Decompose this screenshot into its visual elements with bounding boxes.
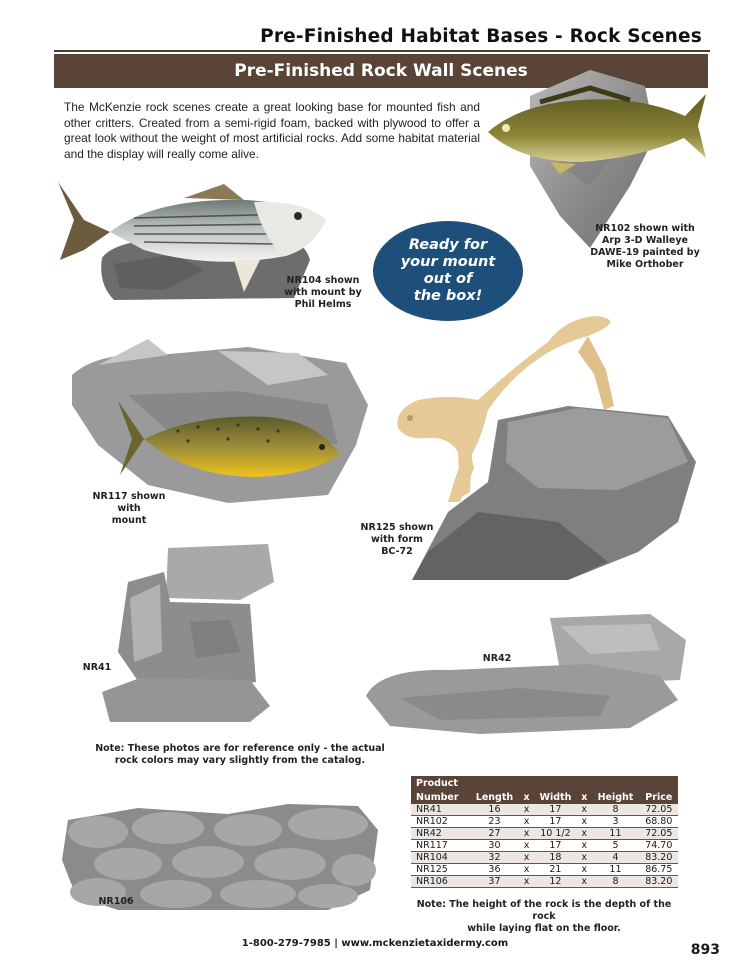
cell-width: 12 (534, 876, 578, 888)
nr117-caption-line: mount (111, 515, 147, 526)
nr102-caption-line: DAWE-19 painted by (590, 247, 700, 258)
cell-x: x (577, 840, 591, 852)
cell-length: 23 (469, 816, 519, 828)
cell-price: 83.20 (640, 876, 678, 888)
nr117-caption (82, 491, 176, 527)
ready-badge-line: your mount (400, 254, 496, 270)
cell-width: 21 (534, 864, 578, 876)
nr104-caption (280, 275, 366, 311)
cell-length: 37 (469, 876, 519, 888)
table-row (411, 804, 678, 816)
col-product: Product (416, 777, 458, 789)
nr42-photo (360, 610, 690, 738)
cell-length: 30 (469, 840, 519, 852)
nr125-caption-line: NR125 shown (360, 522, 434, 533)
photo-note (80, 743, 400, 767)
title-rule (54, 50, 710, 52)
col-length: Length (475, 791, 514, 803)
nr117-caption-line: NR117 shown with (92, 491, 166, 514)
cell-x: x (520, 876, 534, 888)
cell-x: x (577, 828, 591, 840)
table-row (411, 864, 678, 876)
cell-height: 11 (591, 864, 639, 876)
cell-x: x (520, 816, 534, 828)
nr125-caption (358, 522, 436, 558)
table-note (410, 899, 678, 935)
cell-x: x (520, 840, 534, 852)
footer-separator: | (334, 938, 338, 949)
ready-badge-line: Ready for (408, 237, 488, 253)
footer-website[interactable]: www.mckenzietaxidermy.com (341, 938, 509, 949)
cell-x: x (577, 864, 591, 876)
nr102-caption (585, 223, 705, 271)
cell-length: 27 (469, 828, 519, 840)
nr41-photo (100, 542, 276, 724)
cell-x: x (520, 864, 534, 876)
cell-x: x (577, 816, 591, 828)
intro-paragraph: The McKenzie rock scenes create a great looking base for mounted fish and other critters. Created from a semi-rigid foam, backed with plywood to offer a great look without the weight of most artificial rocks. Add some habitat material and the display will really come alive. (64, 100, 480, 161)
nr41-caption: NR41 (82, 662, 112, 673)
cell-number: NR125 (411, 864, 469, 876)
cell-height: 8 (591, 804, 639, 816)
cell-x: x (577, 852, 591, 864)
spec-table-header (411, 776, 678, 804)
cell-height: 8 (591, 876, 639, 888)
cell-number: NR41 (411, 804, 469, 816)
nr102-caption-line: Arp 3-D Walleye (601, 235, 689, 246)
col-price: Price (645, 791, 673, 803)
cell-height: 3 (591, 816, 639, 828)
col-x2: x (581, 791, 588, 803)
table-row (411, 840, 678, 852)
table-row (411, 816, 678, 828)
spec-table-body (411, 804, 678, 888)
table-note-line: Note: The height of the rock is the depth of the rock (416, 899, 672, 922)
nr125-caption-line: with form (371, 534, 423, 545)
nr102-caption-line: NR102 shown with (595, 223, 695, 234)
cell-width: 17 (534, 840, 578, 852)
photo-note-line: rock colors may vary slightly from the catalog. (114, 755, 366, 766)
nr102-caption-line: Mike Orthober (606, 259, 684, 270)
nr104-caption-line: Phil Helms (294, 299, 352, 310)
nr104-caption-line: NR104 shown (286, 275, 360, 286)
table-note-line: while laying flat on the floor. (467, 923, 621, 934)
cell-number: NR106 (411, 876, 469, 888)
cell-x: x (520, 828, 534, 840)
nr125-caption-line: BC-72 (381, 546, 413, 557)
table-row (411, 876, 678, 888)
page-title: Pre-Finished Habitat Bases - Rock Scenes (260, 26, 702, 47)
cell-length: 16 (469, 804, 519, 816)
cell-price: 72.05 (640, 828, 678, 840)
col-x1: x (523, 791, 530, 803)
cell-width: 17 (534, 804, 578, 816)
ready-badge (373, 221, 523, 321)
nr117-photo (68, 335, 370, 507)
ready-badge-line: the box! (413, 288, 483, 304)
cell-x: x (520, 804, 534, 816)
cell-height: 5 (591, 840, 639, 852)
cell-width: 18 (534, 852, 578, 864)
cell-width: 17 (534, 816, 578, 828)
col-height: Height (597, 791, 634, 803)
nr42-caption: NR42 (482, 653, 512, 664)
cell-length: 36 (469, 864, 519, 876)
footer (0, 938, 750, 949)
cell-x: x (520, 852, 534, 864)
photo-note-line: Note: These photos are for reference only - the actual (95, 743, 385, 754)
cell-x: x (577, 876, 591, 888)
cell-length: 32 (469, 852, 519, 864)
cell-price: 83.20 (640, 852, 678, 864)
page-number: 893 (690, 942, 720, 958)
cell-x: x (577, 804, 591, 816)
spec-table (411, 776, 678, 888)
cell-number: NR104 (411, 852, 469, 864)
cell-width: 10 1/2 (534, 828, 578, 840)
cell-price: 72.05 (640, 804, 678, 816)
col-width: Width (539, 791, 572, 803)
cell-price: 68.80 (640, 816, 678, 828)
cell-price: 74.70 (640, 840, 678, 852)
nr106-caption: NR106 (98, 896, 134, 907)
cell-number: NR42 (411, 828, 469, 840)
cell-height: 11 (591, 828, 639, 840)
col-number: Number (416, 791, 459, 803)
table-row (411, 852, 678, 864)
ready-badge-line: out of (423, 271, 473, 287)
cell-height: 4 (591, 852, 639, 864)
cell-number: NR102 (411, 816, 469, 828)
cell-number: NR117 (411, 840, 469, 852)
footer-phone: 1-800-279-7985 (241, 938, 331, 949)
section-banner: Pre-Finished Rock Wall Scenes (54, 54, 708, 88)
nr104-caption-line: with mount by (284, 287, 362, 298)
cell-price: 86.75 (640, 864, 678, 876)
table-row (411, 828, 678, 840)
